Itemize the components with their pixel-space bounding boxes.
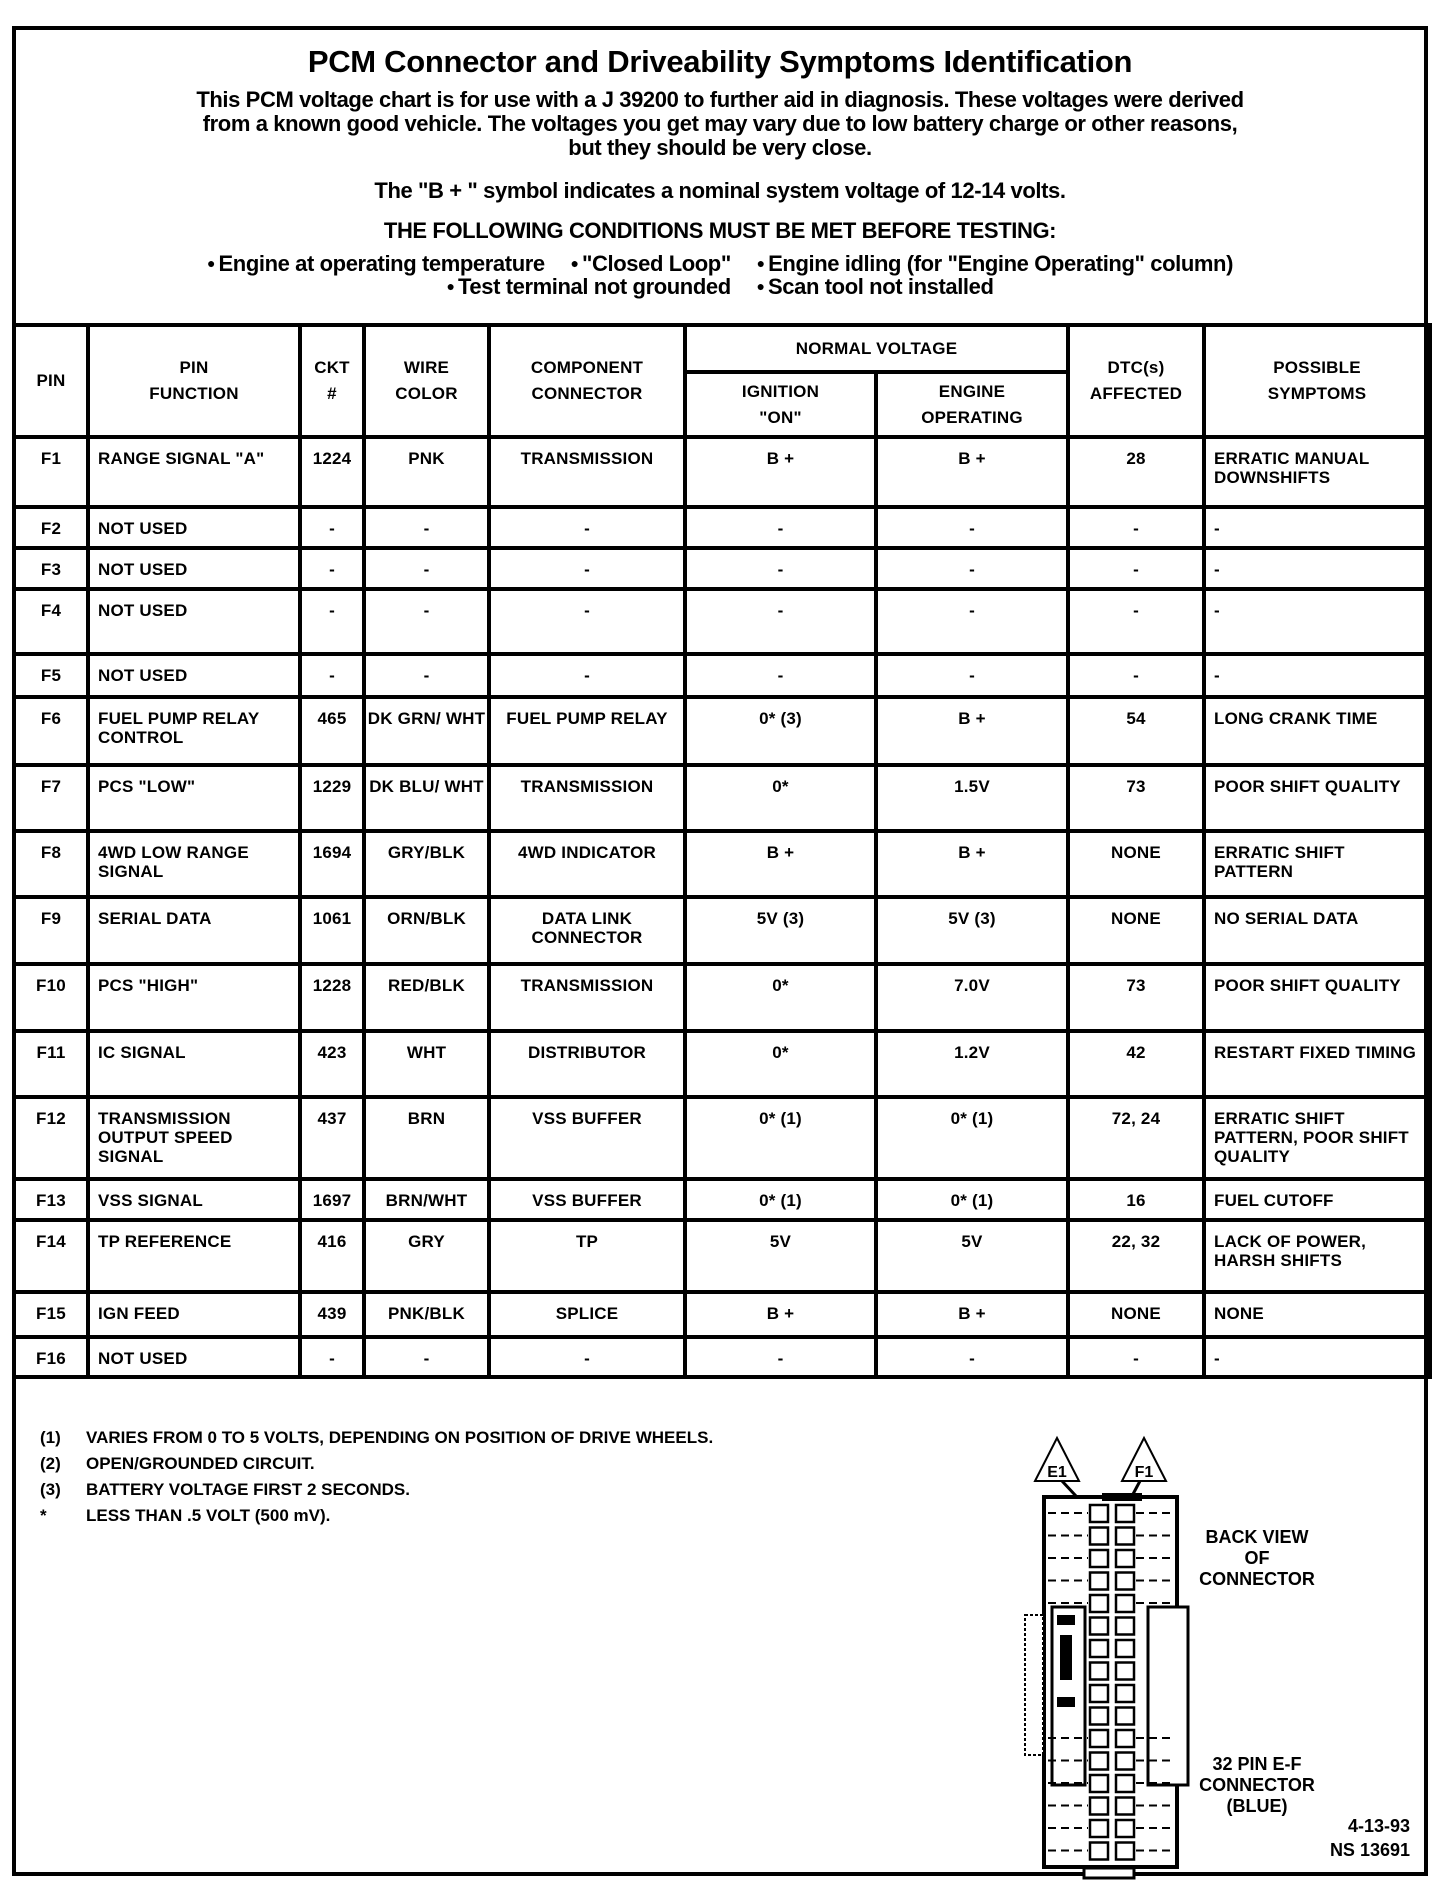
pin-function-cell: TRANSMISSION OUTPUT SPEED SIGNAL	[88, 1097, 300, 1179]
engine-operating-voltage-cell: 0* (1)	[876, 1179, 1068, 1220]
pin-cell: F14	[14, 1220, 88, 1292]
engine-operating-voltage-cell: B +	[876, 1292, 1068, 1337]
dtc-affected-cell: 16	[1068, 1179, 1204, 1220]
circuit-number-cell: 1228	[300, 964, 364, 1031]
circuit-number-cell: 1224	[300, 437, 364, 507]
circuit-number-cell: -	[300, 654, 364, 697]
table-row	[14, 589, 1430, 654]
document-stamp	[1330, 1814, 1410, 1862]
possible-symptoms-cell: ERRATIC MANUAL DOWNSHIFTS	[1204, 437, 1430, 507]
table-row	[14, 548, 1430, 589]
dtc-affected-cell: 28	[1068, 437, 1204, 507]
pin-function-cell: VSS SIGNAL	[88, 1179, 300, 1220]
possible-symptoms-cell: POOR SHIFT QUALITY	[1204, 765, 1430, 831]
connector-type-label: 32 PIN E-F CONNECTOR (BLUE)	[1199, 1754, 1315, 1816]
possible-symptoms-cell: -	[1204, 654, 1430, 697]
footnote: (2) OPEN/GROUNDED CIRCUIT.	[40, 1454, 315, 1473]
circuit-number-cell: 1697	[300, 1179, 364, 1220]
pin-cell: F2	[14, 507, 88, 548]
component-connector-cell: -	[489, 548, 685, 589]
wire-color-cell: -	[364, 1337, 489, 1377]
possible-symptoms-cell: POOR SHIFT QUALITY	[1204, 964, 1430, 1031]
dtc-affected-cell: 42	[1068, 1031, 1204, 1097]
intro-line: This PCM voltage chart is for use with a J 39200 to further aid in diagnosis. These voltages were derived	[196, 87, 1244, 112]
pin-function-cell: NOT USED	[88, 654, 300, 697]
possible-symptoms-cell: FUEL CUTOFF	[1204, 1179, 1430, 1220]
possible-symptoms-cell: LONG CRANK TIME	[1204, 697, 1430, 765]
table-row	[14, 1097, 1430, 1179]
ignition-on-voltage-cell: B +	[685, 831, 876, 897]
footnote: (3) BATTERY VOLTAGE FIRST 2 SECONDS.	[40, 1480, 410, 1499]
pin-function-cell: PCS "LOW"	[88, 765, 300, 831]
wire-color-cell: PNK/BLK	[364, 1292, 489, 1337]
footnote: * LESS THAN .5 VOLT (500 mV).	[40, 1506, 331, 1525]
wire-color-cell: -	[364, 507, 489, 548]
table-row	[14, 507, 1430, 548]
intro-line: but they should be very close.	[568, 135, 872, 160]
pin-function-cell: IC SIGNAL	[88, 1031, 300, 1097]
engine-operating-voltage-cell: -	[876, 654, 1068, 697]
component-connector-cell: TP	[489, 1220, 685, 1292]
circuit-number-cell: 437	[300, 1097, 364, 1179]
conditions-list	[16, 252, 1424, 298]
engine-operating-voltage-cell: -	[876, 589, 1068, 654]
header-ignition-on: IGNITION "ON"	[685, 372, 876, 437]
engine-operating-voltage-cell: 5V	[876, 1220, 1068, 1292]
wire-color-cell: -	[364, 548, 489, 589]
ignition-on-voltage-cell: 0*	[685, 964, 876, 1031]
ignition-on-voltage-cell: 5V (3)	[685, 897, 876, 964]
engine-operating-voltage-cell: -	[876, 507, 1068, 548]
engine-operating-voltage-cell: B +	[876, 697, 1068, 765]
engine-operating-voltage-cell: B +	[876, 437, 1068, 507]
dtc-affected-cell: -	[1068, 1337, 1204, 1377]
pin-function-cell: RANGE SIGNAL "A"	[88, 437, 300, 507]
intro-text	[56, 88, 1384, 160]
dtc-affected-cell: 22, 32	[1068, 1220, 1204, 1292]
ignition-on-voltage-cell: -	[685, 589, 876, 654]
wire-color-cell: DK BLU/ WHT	[364, 765, 489, 831]
engine-operating-voltage-cell: 1.2V	[876, 1031, 1068, 1097]
engine-operating-voltage-cell: -	[876, 1337, 1068, 1377]
possible-symptoms-cell: -	[1204, 589, 1430, 654]
table-row	[14, 765, 1430, 831]
pin-function-cell: PCS "HIGH"	[88, 964, 300, 1031]
component-connector-cell: -	[489, 1337, 685, 1377]
pin-function-cell: 4WD LOW RANGE SIGNAL	[88, 831, 300, 897]
table-row	[14, 1179, 1430, 1220]
header-possible-symptoms: POSSIBLE SYMPTOMS	[1204, 325, 1430, 437]
component-connector-cell: VSS BUFFER	[489, 1179, 685, 1220]
component-connector-cell: -	[489, 654, 685, 697]
component-connector-cell: -	[489, 507, 685, 548]
possible-symptoms-cell: -	[1204, 1337, 1430, 1377]
header-engine-operating: ENGINE OPERATING	[876, 372, 1068, 437]
circuit-number-cell: 465	[300, 697, 364, 765]
pin-cell: F16	[14, 1337, 88, 1377]
pin-cell: F15	[14, 1292, 88, 1337]
condition-item: ● Engine idling (for "Engine Operating" column)	[757, 251, 1233, 276]
pin-cell: F9	[14, 897, 88, 964]
circuit-number-cell: 1694	[300, 831, 364, 897]
table-row	[14, 437, 1430, 507]
wire-color-cell: ORN/BLK	[364, 897, 489, 964]
dtc-affected-cell: NONE	[1068, 897, 1204, 964]
circuit-number-cell: 439	[300, 1292, 364, 1337]
pin-function-cell: NOT USED	[88, 548, 300, 589]
table-row	[14, 831, 1430, 897]
possible-symptoms-cell: -	[1204, 548, 1430, 589]
component-connector-cell: FUEL PUMP RELAY	[489, 697, 685, 765]
intro-line: from a known good vehicle. The voltages you get may vary due to low battery charge or other reasons,	[202, 111, 1238, 136]
component-connector-cell: VSS BUFFER	[489, 1097, 685, 1179]
pin-cell: F5	[14, 654, 88, 697]
pin-function-cell: NOT USED	[88, 507, 300, 548]
header-normal-voltage: NORMAL VOLTAGE	[685, 325, 1068, 372]
page-title: PCM Connector and Driveability Symptoms Identification	[307, 44, 1133, 79]
dtc-affected-cell: NONE	[1068, 1292, 1204, 1337]
dtc-affected-cell: 73	[1068, 964, 1204, 1031]
pin-cell: F13	[14, 1179, 88, 1220]
ignition-on-voltage-cell: 0* (3)	[685, 697, 876, 765]
condition-item: ● "Closed Loop"	[570, 251, 730, 276]
component-connector-cell: DATA LINK CONNECTOR	[489, 897, 685, 964]
table-body	[14, 437, 1430, 1377]
dtc-affected-cell: -	[1068, 589, 1204, 654]
condition-item: ● Test terminal not grounded	[446, 274, 730, 299]
pin-voltage-table	[12, 323, 1432, 1379]
pin-function-cell: SERIAL DATA	[88, 897, 300, 964]
header-ckt: CKT #	[300, 325, 364, 437]
dtc-affected-cell: -	[1068, 654, 1204, 697]
wire-color-cell: GRY	[364, 1220, 489, 1292]
component-connector-cell: DISTRIBUTOR	[489, 1031, 685, 1097]
ignition-on-voltage-cell: 0*	[685, 765, 876, 831]
wire-color-cell: BRN/WHT	[364, 1179, 489, 1220]
bplus-note: The "B + " symbol indicates a nominal system voltage of 12-14 volts.	[374, 178, 1066, 203]
wire-color-cell: GRY/BLK	[364, 831, 489, 897]
voltage-chart-sheet	[12, 26, 1428, 1876]
component-connector-cell: TRANSMISSION	[489, 437, 685, 507]
component-connector-cell: SPLICE	[489, 1292, 685, 1337]
table-row	[14, 1220, 1430, 1292]
condition-item: ● Scan tool not installed	[756, 274, 993, 299]
document-date: 4-13-93	[1347, 1816, 1410, 1836]
document-ref: NS 13691	[1329, 1840, 1410, 1860]
pin-function-cell: TP REFERENCE	[88, 1220, 300, 1292]
pin-cell: F1	[14, 437, 88, 507]
intro-section	[16, 30, 1424, 327]
condition-item: ● Engine at operating temperature	[207, 251, 545, 276]
pin-cell: F6	[14, 697, 88, 765]
ignition-on-voltage-cell: -	[685, 654, 876, 697]
possible-symptoms-cell: LACK OF POWER, HARSH SHIFTS	[1204, 1220, 1430, 1292]
circuit-number-cell: -	[300, 1337, 364, 1377]
ignition-on-voltage-cell: B +	[685, 1292, 876, 1337]
circuit-number-cell: 416	[300, 1220, 364, 1292]
wire-color-cell: WHT	[364, 1031, 489, 1097]
pin-function-cell: FUEL PUMP RELAY CONTROL	[88, 697, 300, 765]
pin-cell: F8	[14, 831, 88, 897]
pin-cell: F4	[14, 589, 88, 654]
engine-operating-voltage-cell: B +	[876, 831, 1068, 897]
table-row	[14, 654, 1430, 697]
table-row	[14, 897, 1430, 964]
pin-cell: F12	[14, 1097, 88, 1179]
footnotes	[40, 1425, 713, 1529]
pin-cell: F10	[14, 964, 88, 1031]
table-row	[14, 1031, 1430, 1097]
ignition-on-voltage-cell: 0* (1)	[685, 1097, 876, 1179]
wire-color-cell: RED/BLK	[364, 964, 489, 1031]
header-component-connector: COMPONENT CONNECTOR	[489, 325, 685, 437]
ignition-on-voltage-cell: 0*	[685, 1031, 876, 1097]
wire-color-cell: BRN	[364, 1097, 489, 1179]
svg-text:E1: E1	[1047, 1464, 1067, 1481]
header-wire-color: WIRE COLOR	[364, 325, 489, 437]
component-connector-cell: -	[489, 589, 685, 654]
ignition-on-voltage-cell: -	[685, 1337, 876, 1377]
possible-symptoms-cell: NONE	[1204, 1292, 1430, 1337]
connector-back-view-illustration	[1012, 1435, 1252, 1885]
engine-operating-voltage-cell: 5V (3)	[876, 897, 1068, 964]
engine-operating-voltage-cell: 1.5V	[876, 765, 1068, 831]
header-pin-function: PIN FUNCTION	[88, 325, 300, 437]
possible-symptoms-cell: ERRATIC SHIFT PATTERN, POOR SHIFT QUALITY	[1204, 1097, 1430, 1179]
header-dtc-affected: DTC(s) AFFECTED	[1068, 325, 1204, 437]
pin-cell: F11	[14, 1031, 88, 1097]
component-connector-cell: TRANSMISSION	[489, 964, 685, 1031]
dtc-affected-cell: 54	[1068, 697, 1204, 765]
engine-operating-voltage-cell: -	[876, 548, 1068, 589]
pin-function-cell: NOT USED	[88, 589, 300, 654]
wire-color-cell: -	[364, 654, 489, 697]
ignition-on-voltage-cell: 5V	[685, 1220, 876, 1292]
ignition-on-voltage-cell: -	[685, 507, 876, 548]
dtc-affected-cell: 72, 24	[1068, 1097, 1204, 1179]
circuit-number-cell: 1229	[300, 765, 364, 831]
pin-cell: F3	[14, 548, 88, 589]
footnote: (1) VARIES FROM 0 TO 5 VOLTS, DEPENDING ON POSITION OF DRIVE WHEELS.	[40, 1428, 714, 1447]
circuit-number-cell: 423	[300, 1031, 364, 1097]
component-connector-cell: 4WD INDICATOR	[489, 831, 685, 897]
pin-function-cell: NOT USED	[88, 1337, 300, 1377]
svg-text:F1: F1	[1134, 1464, 1154, 1481]
circuit-number-cell: -	[300, 548, 364, 589]
possible-symptoms-cell: ERRATIC SHIFT PATTERN	[1204, 831, 1430, 897]
dtc-affected-cell: -	[1068, 548, 1204, 589]
dtc-affected-cell: -	[1068, 507, 1204, 548]
ignition-on-voltage-cell: B +	[685, 437, 876, 507]
header-pin: PIN	[14, 325, 88, 437]
wire-color-cell: DK GRN/ WHT	[364, 697, 489, 765]
circuit-number-cell: 1061	[300, 897, 364, 964]
conditions-heading: THE FOLLOWING CONDITIONS MUST BE MET BEFORE TESTING:	[383, 218, 1057, 243]
pin-cell: F7	[14, 765, 88, 831]
possible-symptoms-cell: RESTART FIXED TIMING	[1204, 1031, 1430, 1097]
possible-symptoms-cell: NO SERIAL DATA	[1204, 897, 1430, 964]
table-row	[14, 1337, 1430, 1377]
back-view-label: BACK VIEW OF CONNECTOR	[1199, 1527, 1315, 1589]
engine-operating-voltage-cell: 0* (1)	[876, 1097, 1068, 1179]
possible-symptoms-cell: -	[1204, 507, 1430, 548]
table-row	[14, 1292, 1430, 1337]
table-row	[14, 964, 1430, 1031]
wire-color-cell: PNK	[364, 437, 489, 507]
component-connector-cell: TRANSMISSION	[489, 765, 685, 831]
ignition-on-voltage-cell: 0* (1)	[685, 1179, 876, 1220]
dtc-affected-cell: 73	[1068, 765, 1204, 831]
table-row	[14, 697, 1430, 765]
engine-operating-voltage-cell: 7.0V	[876, 964, 1068, 1031]
pin-function-cell: IGN FEED	[88, 1292, 300, 1337]
dtc-affected-cell: NONE	[1068, 831, 1204, 897]
circuit-number-cell: -	[300, 589, 364, 654]
wire-color-cell: -	[364, 589, 489, 654]
circuit-number-cell: -	[300, 507, 364, 548]
ignition-on-voltage-cell: -	[685, 548, 876, 589]
